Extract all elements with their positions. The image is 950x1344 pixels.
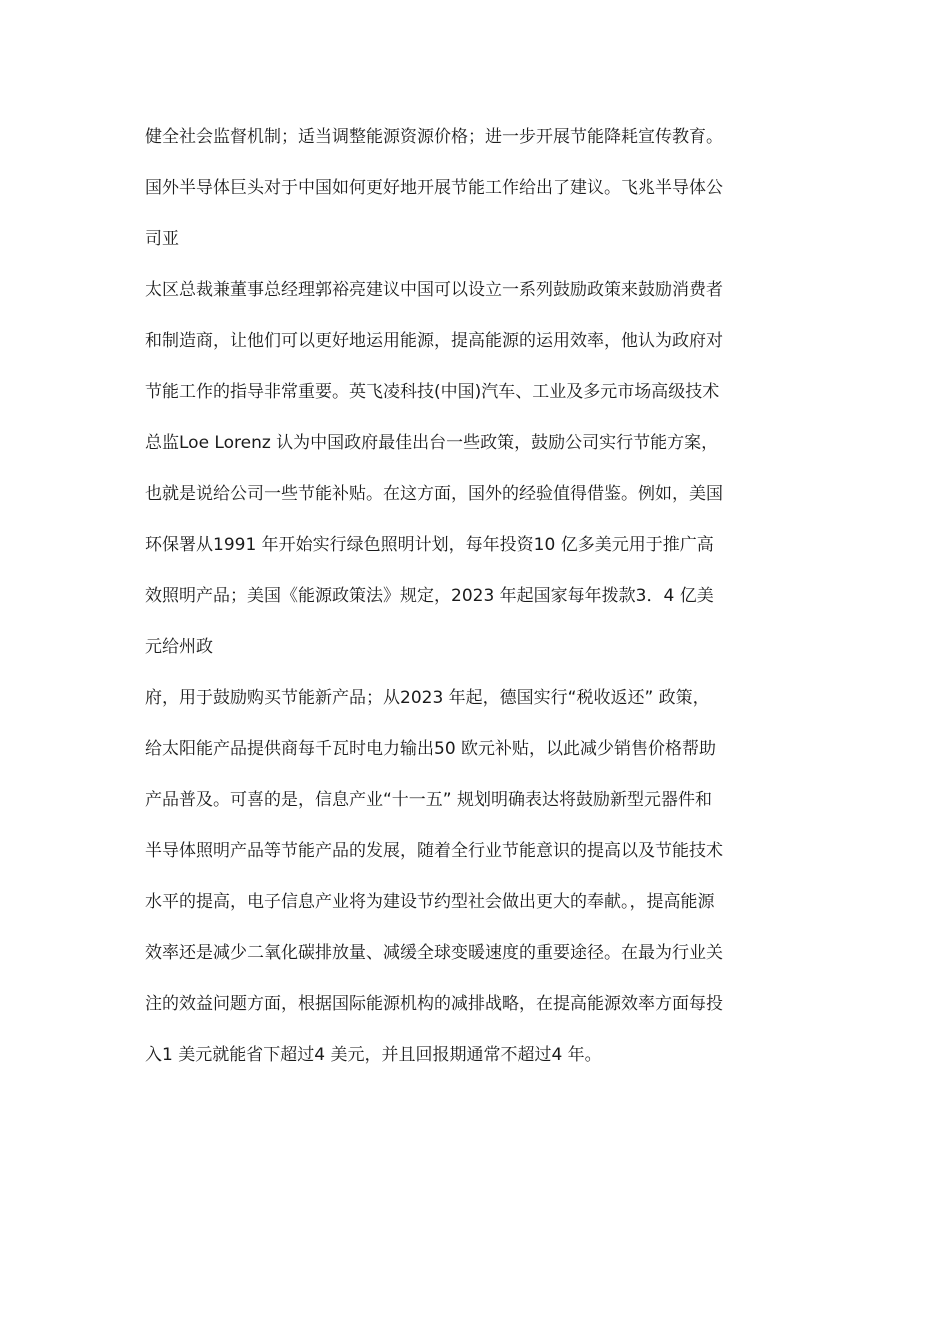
text-line: 总监Loe Lorenz 认为中国政府最佳出台一些政策，鼓励公司实行节能方案， (145, 433, 719, 453)
text-line: 太区总裁兼董事总经理郭裕亮建议中国可以设立一系列鼓励政策来鼓励消费者 (145, 280, 723, 300)
text-line: 注的效益问题方面，根据国际能源机构的减排战略，在提高能源效率方面每投 (145, 994, 723, 1014)
text-line: 入1 美元就能省下超过4 美元，并且回报期通常不超过4 年。 (145, 1045, 602, 1065)
text-line: 水平的提高，电子信息产业将为建设节约型社会做出更大的奉献。，提高能源 (145, 892, 715, 912)
text-line: 元给州政 (145, 637, 213, 657)
text-line: 也就是说给公司一些节能补贴。在这方面，国外的经验值得借鉴。例如，美国 (145, 484, 723, 504)
text-line: 半导体照明产品等节能产品的发展，随着全行业节能意识的提高以及节能技术 (145, 841, 723, 861)
text-line: 健全社会监督机制；适当调整能源资源价格；进一步开展节能降耗宣传教育。 (145, 127, 723, 147)
text-line: 效率还是减少二氧化碳排放量、减缓全球变暖速度的重要途径。在最为行业关 (145, 943, 723, 963)
text-line: 府，用于鼓励购买节能新产品；从2023 年起，德国实行“税收返还” 政策， (145, 688, 710, 708)
text-line: 和制造商，让他们可以更好地运用能源，提高能源的运用效率，他认为政府对 (145, 331, 723, 351)
text-line: 给太阳能产品提供商每千瓦时电力输出50 欧元补贴，以此减少销售价格帮助 (145, 739, 717, 759)
body-text (145, 117, 815, 1086)
text-line: 效照明产品；美国《能源政策法》规定，2023 年起国家每年拨款3．4 亿美 (145, 586, 714, 606)
text-line: 环保署从1991 年开始实行绿色照明计划，每年投资10 亿多美元用于推广高 (145, 535, 714, 555)
text-line: 司亚 (145, 229, 179, 249)
text-line: 节能工作的指导非常重要。英飞凌科技(中国)汽车、工业及多元市场高级技术 (145, 382, 720, 402)
text-line: 产品普及。可喜的是，信息产业“十一五” 规划明确表达将鼓励新型元器件和 (145, 790, 713, 810)
text-line: 国外半导体巨头对于中国如何更好地开展节能工作给出了建议。飞兆半导体公 (145, 178, 723, 198)
